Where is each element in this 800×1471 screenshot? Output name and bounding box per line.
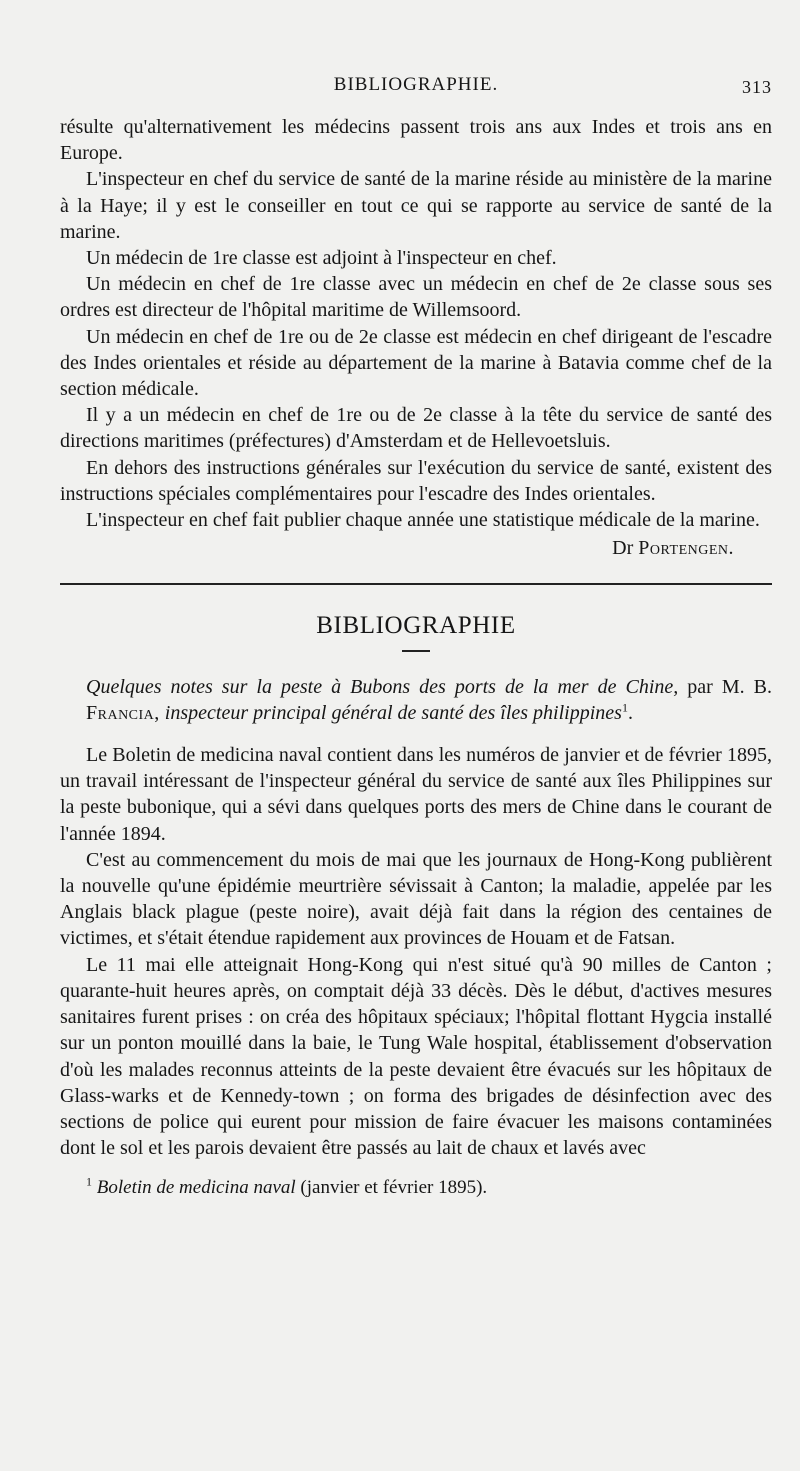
footnote-mark: 1 [86, 1174, 92, 1189]
paragraph: Il y a un médecin en chef de 1re ou de 2e classe à la tête du service de santé des directions maritimes (préfectures) d'Amsterdam et de Hellevoetsluis. [60, 404, 772, 453]
article-author: Francia, [86, 701, 160, 724]
article-title: Quelques notes sur la peste à Bubons des ports de la mer de Chine, par M. B. Francia, inspecteur principal général de santé des îles philippines$^1$. [86, 675, 772, 724]
signature-prefix: Dr [612, 537, 634, 560]
running-title: BIBLIOGRAPHIE. [333, 74, 499, 95]
signature-name: Portengen. [638, 537, 734, 560]
article-role: inspecteur principal général de santé des îles philippines [164, 701, 622, 724]
paragraph: En dehors des instructions générales sur l'exécution du service de santé, existent des instructions spéciales complémentaires pour l'escadre des Indes orientales. [60, 456, 772, 505]
signature [60, 535, 772, 561]
paragraph: C'est au commencement du mois de mai que les journaux de Hong-Kong publièrent la nouvelle qu'une épidémie meurtrière sévissait à Canton; la maladie, appelée par les Anglais black plague (peste noire), avait déjà fait dans la région des centaines de victimes, et s'était étendue rapidement aux provinces de Houam et de Fatsan. [60, 848, 772, 950]
page [60, 68, 772, 1202]
paragraph: L'inspecteur en chef fait publier chaque année une statistique médicale de la marine. [86, 509, 760, 532]
article-title-text: Quelques notes sur la peste à Bubons des ports de la mer de Chine, [86, 675, 679, 698]
paragraph: Le 11 mai elle atteignait Hong-Kong qui n'est situé qu'à 90 milles de Canton ; quarante-huit heures après, on comptait déjà 33 décès. Dès le début, d'actives mesures sanitaires furent prises : on créa des hôpitaux spéciaux; l'hôpital flottant Hygcia installé sur un ponton mouillé dans la baie, le Tung Wale hospital, établissement d'observation d'où les malades reconnus atteints de la peste devaient être évacués sur les hôpitaux de Glass-warks et de Kennedy-town ; on forma des brigades de désinfection avec des sections de police qui eurent pour mission de faire évacuer les maisons contaminées dont le sol et les parois devaient être passés au lait de chaux et lavés avec [60, 953, 772, 1160]
paragraph: Un médecin en chef de 1re ou de 2e classe est médecin en chef dirigeant de l'escadre des Indes orientales et réside au département de la marine à Batavia comme chef de la section médicale. [60, 325, 772, 401]
heading-dash [402, 650, 430, 652]
paragraph: Le Boletin de medicina naval contient dans les numéros de janvier et de février 1895, un travail intéressant de l'inspecteur général du service de santé aux îles Philippines sur la peste bubonique, qui a sévi dans quelques ports des mers de Chine dans le courant de l'année 1894. [60, 744, 772, 845]
paragraph: Un médecin de 1re classe est adjoint à l'inspecteur en chef. [86, 247, 557, 270]
footnote-ref: 1 [621, 700, 628, 715]
article-by: par M. B. [687, 675, 772, 698]
page-number: 313 [742, 77, 772, 97]
footnote-source: Boletin de medicina naval [96, 1177, 296, 1199]
section-separator [60, 583, 772, 585]
running-head [60, 68, 772, 114]
paragraph: L'inspecteur en chef du service de santé de la marine réside au ministère de la marine à la Haye; il y est le conseiller en tout ce qui se rapporte au service de santé de la marine. [60, 168, 772, 243]
paragraph: résulte qu'alternativement les médecins passent trois ans aux Indes et trois ans en Europe. [60, 116, 772, 165]
section-heading: BIBLIOGRAPHIE [316, 612, 516, 640]
paragraph: Un médecin en chef de 1re classe avec un médecin en chef de 2e classe sous ses ordres est directeur de l'hôpital maritime de Willemsoord. [60, 273, 772, 322]
footnote-rest: (janvier et février 1895). [300, 1177, 488, 1199]
footnote [60, 1175, 772, 1201]
